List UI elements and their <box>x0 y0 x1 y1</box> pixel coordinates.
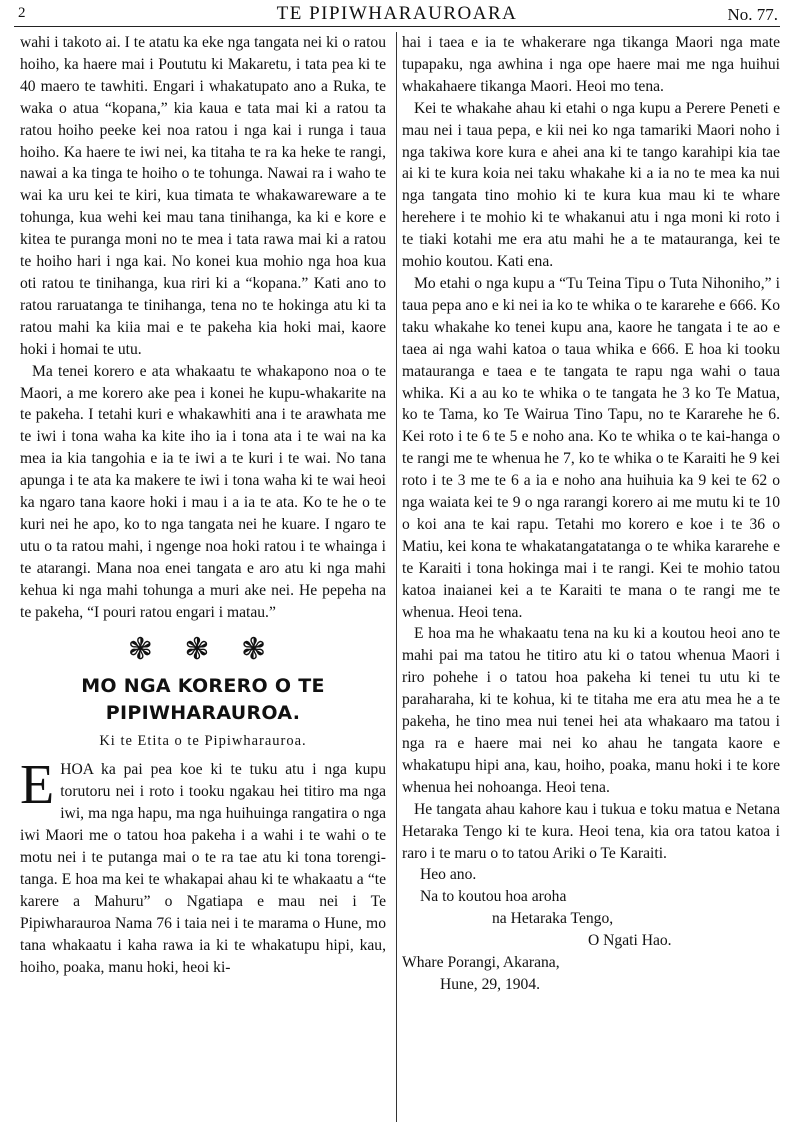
letter-paragraph: He tangata ahau kahore kau i tukua e toku matua e Netana Hetaraka Tengo ki te kura. Heoi tena, kia ora tatou katoa i raro i te maru o to tatou Ariki o Te Karaiti. <box>402 800 780 862</box>
letter-text: HOA ka pai pea koe ki te tuku atu i nga kupu torutoru nei i roto i tooku ngakau hei titiro ma nga iwi, ma nga hapu, ma nga huihuinga rangatira o nga iwi Maori me o tatou hoa pakeha i a wahi i te wahi o te motu nei i te putanga mai o te ra tae atu ki tona torengi-tanga. E hoa ma kei te whakapai ahau ki te whakaatu a “te karere a Mahuru” o Ngatiapa e mau nei i Te Pipiwharauroa Nama 76 i taia nei i te marama o Hune, mo tana whakaatu i kaha rawa ia ki te whakatupu hipi, kau, hoiho, poaka, manu hoki, heoi ki- <box>20 761 386 976</box>
page-header <box>14 2 780 27</box>
page-number: 2 <box>18 5 26 21</box>
letter-paragraph: Mo etahi o nga kupu a “Tu Teina Tipu o Tuta Nihoniho,” i taua pepa ano e ki nei ia ko te whika o te kararehe e 666. Ko taku whakahe ko tenei kupu ana, kaore he tangata i te ao e taea ai nga wahi katoa o taua whika e 666. E hoa ki tooku matauranga e taea e te tangata te rapu nga wahi o taua whika. Ki a au ko te whika o te tangata he 3 ko Te Matua, ko te Tama, ko Te Wairua Tino Tapu, no te Kararehe he 6. Kei roto i te 6 te 5 e noho ana. Ko te whika o te kai-hanga o te rangi me te whenua he 7, ko te whika o te Karaiti he 9 kei roto i te 3 me te 6 a ia e noho ana huihuia ka 9 kei te 62 o nga waiata kei te 9 o nga rarangi korero ai me mutu ki te 10 o koi ana te kai rapu. Tetahi mo korero e koe i te 36 o Matiu, kei kona te whakatangatatanga o te whika kararehe e te Karaiti i tona hokinga mai i te rangi. Kei te mohio tatou katoa inaianei kei a te Karaiti te mana o te rangi me te whenua. Heoi tena. <box>402 274 780 621</box>
signoff-farewell: Heo ano. <box>420 866 477 884</box>
left-column <box>20 32 386 978</box>
signoff-tribe: O Ngati Hao. <box>588 932 672 950</box>
signoff-date: Hune, 29, 1904. <box>440 975 541 993</box>
drop-cap: E <box>20 754 55 817</box>
issue-number: No. 77. <box>727 5 778 24</box>
section-ornament: ❃ ❃ ❃ <box>127 633 279 667</box>
signoff-address: Whare Porangi, Akarana, <box>402 954 560 972</box>
letter-subheading: Ki te Etita o te Pipiwharauroa. <box>99 733 307 750</box>
letter-signoff <box>402 864 780 995</box>
publication-title: TE PIPIWHARAUROARA <box>276 3 518 24</box>
letter-paragraph: hai i taea e ia te whakerare nga tikanga Maori nga mate tupapaku, nga awhina i nga ope haere mai me nga huihui whakahaere tikanga Maori. Heoi mo tena. <box>402 34 780 95</box>
letter-heading: MO NGA KORERO O TE PIPIWHARAUROA. <box>81 675 325 725</box>
signoff-salutation: Na to koutou hoa aroha <box>420 888 567 906</box>
letter-paragraph: E hoa ma he whakaatu tena na ku ki a koutou heoi ano te mahi pai ma tatou he titiro atu ki o tatou whenua Maori i riro pohehe i o tatou hoa pakeha ki tenei tu utu ki te paraharaha, ki te kohua, ki te titaha me era atu mea he a te pakeha, he tino mea nui tenei hei ata whakaaro ma tatou i nga ra e haere mai nei ko ahau he tangata kaore e whakatupu hipi ana, kau, hoiho, poaka, manu hoki i te kore whenua hei nohoanga. Heoi tena. <box>402 625 780 796</box>
column-divider <box>396 32 397 1122</box>
article-paragraph: Ma tenei korero e ata whakaatu te whakapono noa o te Maori, a me korero ake pea i konei he kupu-whakarite na te pakeha. I tetahi kuri e whakawhiti ana i te arawhata me te iwi i tona waha ka kite iho ia i tona ata i te wai na ka mea ia kia tangohia e ia te iwi a te kuri i te wai. No tana apunga i te ata ka makere te iwi i tona waha ki te wai heoi ka ngaro tana kaore hoki i mau i a ia te ata. Ko te he o te kuri nei he apo, ko to nga tangata nei he kuare. I ngaro te utu o ta ratou mahi, i ngenge noa hoki ratou i te whainga i te atarangi. Mana noa enei tangata e aro atu ki nga mahi kehua ki nga mahi tohunga a muri ake nei. He pepeha na te pakeha, “I pouri ratou engari i matau.” <box>20 362 386 621</box>
signoff-name: na Hetaraka Tengo, <box>492 910 614 928</box>
letter-paragraph: Kei te whakahe ahau ki etahi o nga kupu a Perere Peneti e mau nei i taua pepa, e kii nei ko nga tamariki Maori noho i nga takiwa kore kura e ahei ana ki te tango karahipi kia tae ai ki te kura koia nei taku whakahe ki a ia no te mea ka nui nga tangata tino mohio ki te kura kua mau ki te whare herehere i te mohio ki te whakanui atu i nga moni ki roto i te tiaki kotahi me era atu mahi he a te matauranga, kei te mohio koutou. Kati ena. <box>402 99 780 271</box>
right-column <box>402 32 780 996</box>
letter-paragraph <box>20 754 386 978</box>
article-paragraph: wahi i takoto ai. I te atatu ka eke nga tangata nei ki o ratou hoiho, ka haere mai i Poututu ki Makaretu, i tata pea ki te 40 maero te tawhiti. Engari i whakatupato ano a Ruka, te waka o atua “kopana,” kia kaua e tata mai ki a ratou ta ratou hoiho peeke kei noa ratou i nga kai i runga i taua hoiho. Ka haere te iwi nei, ka titaha te ra ka heke te rangi, nawai a ka tinga te hoiho o te tohunga. Nawai ra i waho te wai ka uru kei te kiri, kua timata te whakawareware a te tohunga, kua wehi kei mau tana tinihanga, ka ki e kore e kitea te puranga moni no te mea i tata rawa mai ki a ratou te hoiho hari i nga kai. No konei kua mohio nga hoa kua oti ratou te tinihanga, kua riri ki a “kopana.” Kati ano to ratou raruatanga te tinihanga, tena no te hokinga atu ki ta ratou mahi ka kiia mai e te pakeha kia hoki mai, kaore hoki i homai te utu. <box>20 34 386 358</box>
